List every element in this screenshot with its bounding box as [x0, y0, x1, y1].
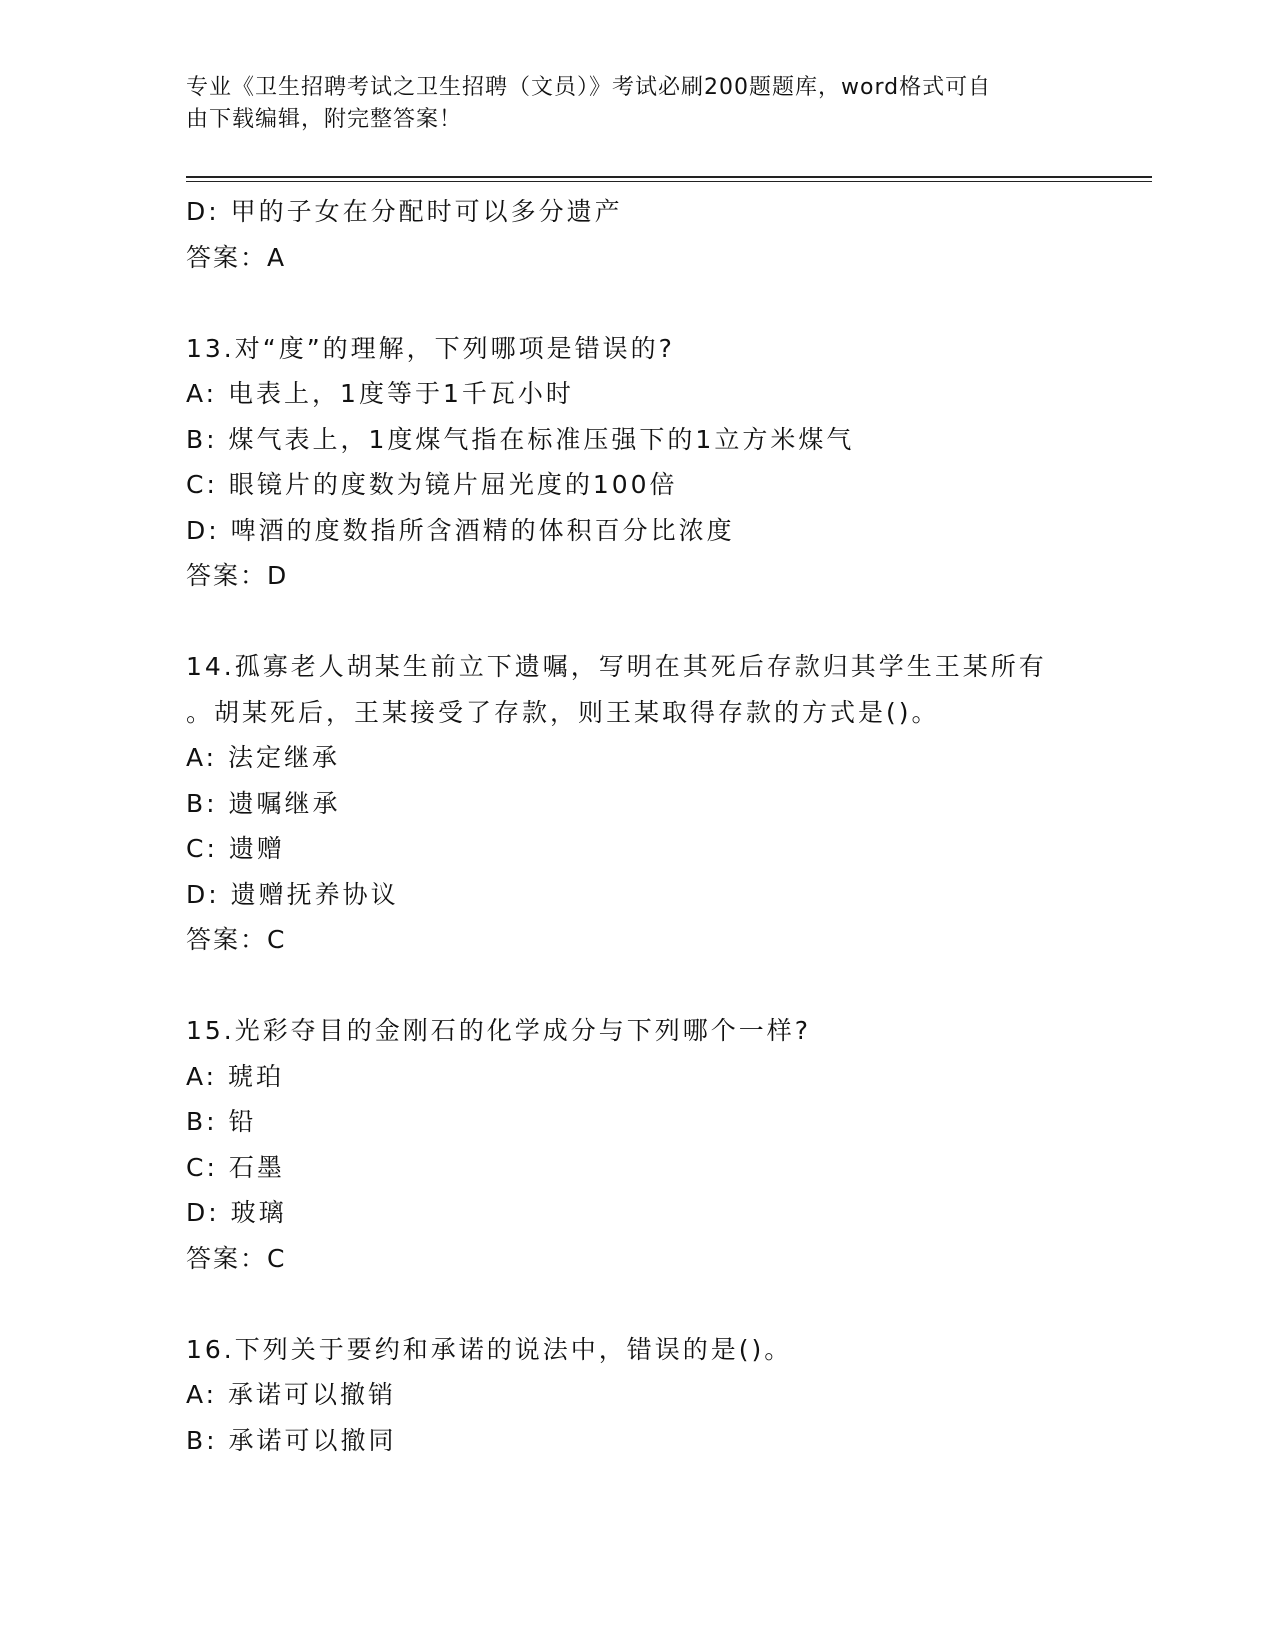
option-a: A: 法定继承: [186, 743, 341, 772]
answer: 答案：C: [186, 1243, 287, 1273]
option-d: D: 遗赠抚养协议: [186, 879, 399, 909]
question-stem-line-2: 。胡某死后，王某接受了存款，则王某取得存款的方式是()。: [186, 697, 940, 727]
option-d: D: 啤酒的度数指所含酒精的体积百分比浓度: [186, 515, 735, 545]
answer: 答案：A: [186, 242, 287, 272]
answer: 答案：C: [186, 925, 287, 954]
question-stem: 15.光彩夺目的金刚石的化学成分与下列哪个一样?: [186, 1016, 812, 1045]
question-stem-line-1: 14.孤寡老人胡某生前立下遗嘱，写明在其死后存款归其学生王某所有: [186, 652, 1047, 681]
spacer: [186, 1281, 1086, 1327]
spacer: [186, 280, 1086, 326]
answer: 答案：D: [186, 561, 289, 590]
question-12-tail: [186, 189, 1086, 280]
option-a: A: 承诺可以撤销: [186, 1380, 397, 1409]
option-a: A: 琥珀: [186, 1061, 285, 1091]
question-stem: 13.对“度”的理解，下列哪项是错误的?: [186, 333, 675, 363]
option-c: C: 遗赠: [186, 834, 285, 863]
option-c: C: 眼镜片的度数为镜片屈光度的100倍: [186, 470, 678, 499]
question-13: [186, 326, 1086, 599]
question-stem: 16.下列关于要约和承诺的说法中，错误的是()。: [186, 1334, 793, 1364]
question-14: [186, 644, 1086, 963]
option-b: B: 煤气表上，1度煤气指在标准压强下的1立方米煤气: [186, 424, 855, 454]
option-b: B: 铅: [186, 1107, 257, 1136]
header-divider-thick: [186, 176, 1152, 178]
option-b: B: 承诺可以撤同: [186, 1425, 397, 1455]
option-b: B: 遗嘱继承: [186, 788, 341, 818]
document-header: [186, 72, 1066, 136]
question-16: [186, 1327, 1086, 1464]
spacer: [186, 963, 1086, 1009]
header-line-1: 专业《卫生招聘考试之卫生招聘（文员）》考试必刷200题题库，word格式可自: [186, 75, 992, 100]
spacer: [186, 599, 1086, 645]
option-d: D: 甲的子女在分配时可以多分遗产: [186, 197, 623, 226]
question-15: [186, 1008, 1086, 1281]
option-c: C: 石墨: [186, 1152, 285, 1182]
header-divider-thin: [186, 181, 1152, 182]
header-line-2: 由下载编辑，附完整答案！: [186, 107, 463, 132]
question-list: [186, 189, 1086, 1463]
option-d: D: 玻璃: [186, 1198, 287, 1227]
option-a: A: 电表上，1度等于1千瓦小时: [186, 379, 574, 408]
